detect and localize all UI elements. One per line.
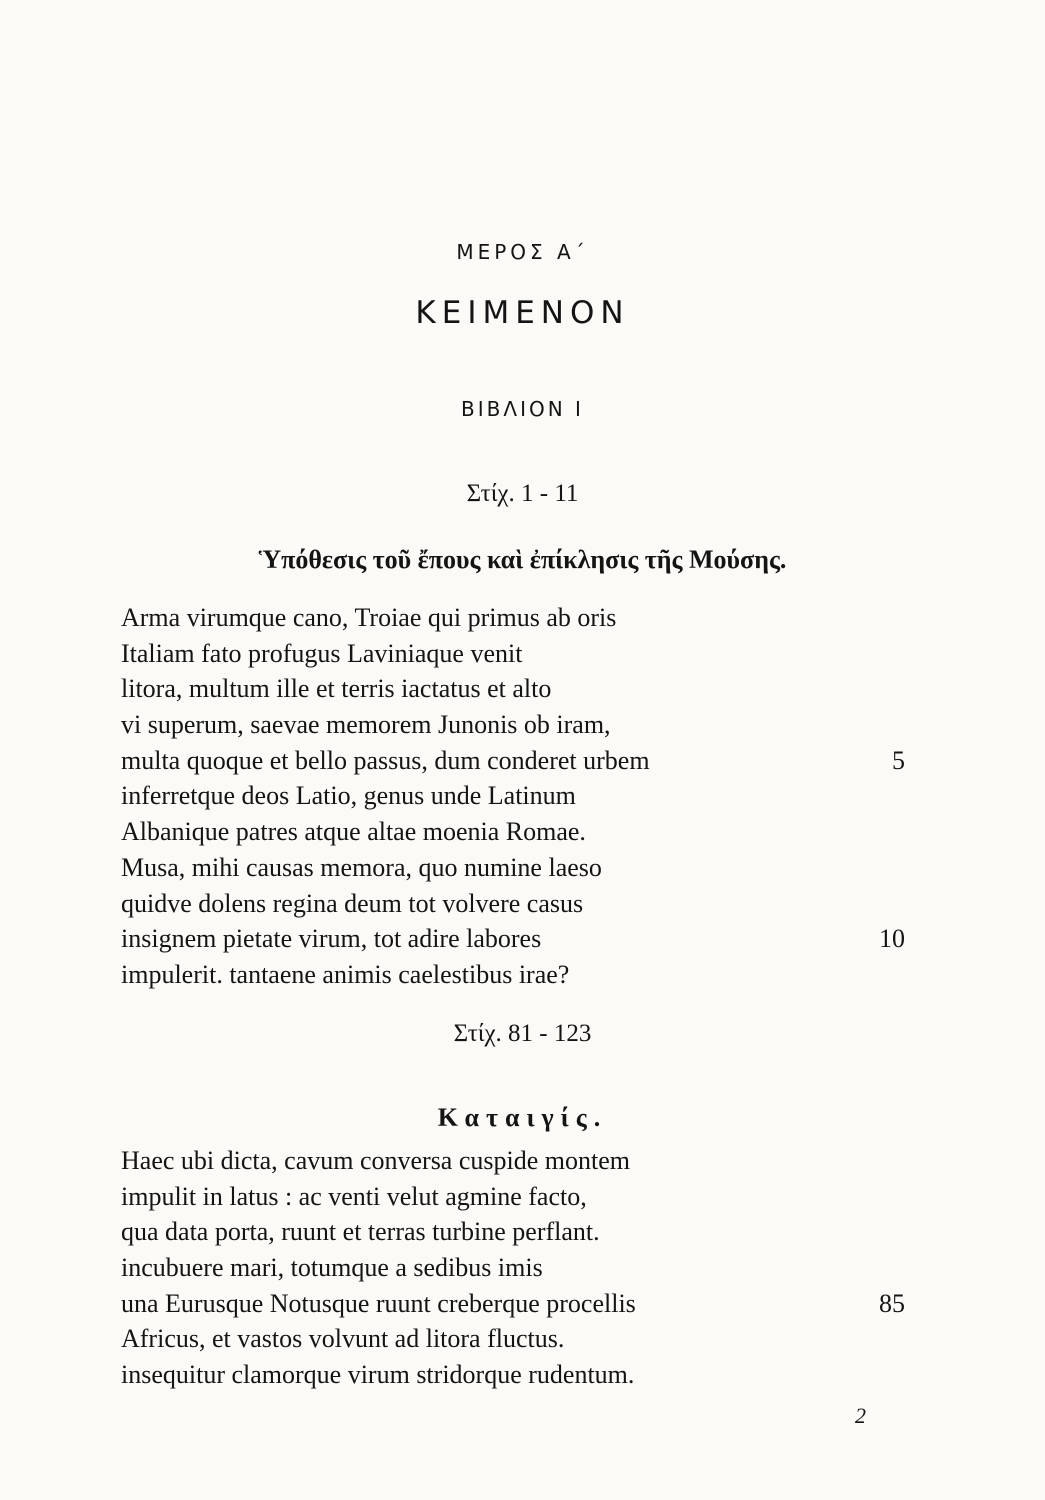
verse-line xyxy=(121,1214,911,1250)
verse-text: Albanique patres atque altae moenia Romae. xyxy=(121,817,586,847)
line-number: 5 xyxy=(892,745,905,775)
part-label: ΜΕΡΟΣ Α΄ xyxy=(456,240,589,264)
book-label: ΒΙΒΛΙΟΝ Ι xyxy=(461,397,584,421)
verse-line xyxy=(121,886,911,922)
verse-block xyxy=(121,1143,911,1393)
verse-text: Haec ubi dicta, cavum conversa cuspide montem xyxy=(121,1146,630,1175)
verse-text: Arma virumque cano, Troiae qui primus ab oris xyxy=(121,603,617,632)
verse-text: insignem pietate virum, tot adire labores xyxy=(121,924,542,954)
verse-line xyxy=(121,1250,911,1286)
verse-text: inferretque deos Latio, genus unde Latinum xyxy=(121,781,576,811)
section-heading: Καταιγίς. xyxy=(437,1103,608,1132)
verse-text: Musa, mihi causas memora, quo numine laeso xyxy=(121,852,602,882)
verse-text: impulerit. tantaene animis caelestibus irae? xyxy=(121,959,570,989)
verse-line xyxy=(121,1286,911,1322)
verse-text: impulit in latus : ac venti velut agmine facto, xyxy=(121,1181,587,1211)
verse-line xyxy=(121,778,911,814)
verse-line xyxy=(121,1321,911,1357)
verse-reference: Στίχ. 1 - 11 xyxy=(466,480,579,507)
verse-text: quidve dolens regina deum tot volvere casus xyxy=(121,888,584,918)
verse-text: vi superum, saevae memorem Junonis ob iram, xyxy=(121,710,611,740)
verse-block xyxy=(121,600,911,993)
verse-line xyxy=(121,671,911,707)
page-number: 2 xyxy=(855,1403,866,1428)
line-number: 10 xyxy=(879,924,905,954)
verse-line xyxy=(121,743,911,779)
verse-line xyxy=(121,850,911,886)
section-heading: Ὑπόθεσις τοῦ ἔπους καὶ ἐπίκλησις τῆς Μούσης. xyxy=(258,545,787,574)
verse-line xyxy=(121,1179,911,1215)
verse-line xyxy=(121,600,911,636)
verse-text: litora, multum ille et terris iactatus et alto xyxy=(121,674,552,704)
verse-reference: Στίχ. 81 - 123 xyxy=(453,1020,592,1047)
verse-text: qua data porta, ruunt et terras turbine perflant. xyxy=(121,1217,600,1247)
verse-text: una Eurusque Notusque ruunt creberque procellis xyxy=(121,1288,636,1318)
verse-text: insequitur clamorque virum stridorque rudentum. xyxy=(121,1360,635,1390)
verse-line xyxy=(121,636,911,672)
verse-line xyxy=(121,707,911,743)
verse-line xyxy=(121,1357,911,1393)
verse-line xyxy=(121,814,911,850)
verse-text: Italiam fato profugus Laviniaque venit xyxy=(121,638,523,668)
verse-line xyxy=(121,957,911,993)
page-title: ΚΕΙΜΕΝΟΝ xyxy=(415,295,630,331)
verse-text: multa quoque et bello passus, dum conderet urbem xyxy=(121,745,650,775)
verse-text: Africus, et vastos volvunt ad litora fluctus. xyxy=(121,1324,565,1354)
verse-line xyxy=(121,1143,911,1179)
verse-text: incubuere mari, totumque a sedibus imis xyxy=(121,1253,543,1283)
verse-line xyxy=(121,921,911,957)
line-number: 85 xyxy=(879,1288,905,1318)
